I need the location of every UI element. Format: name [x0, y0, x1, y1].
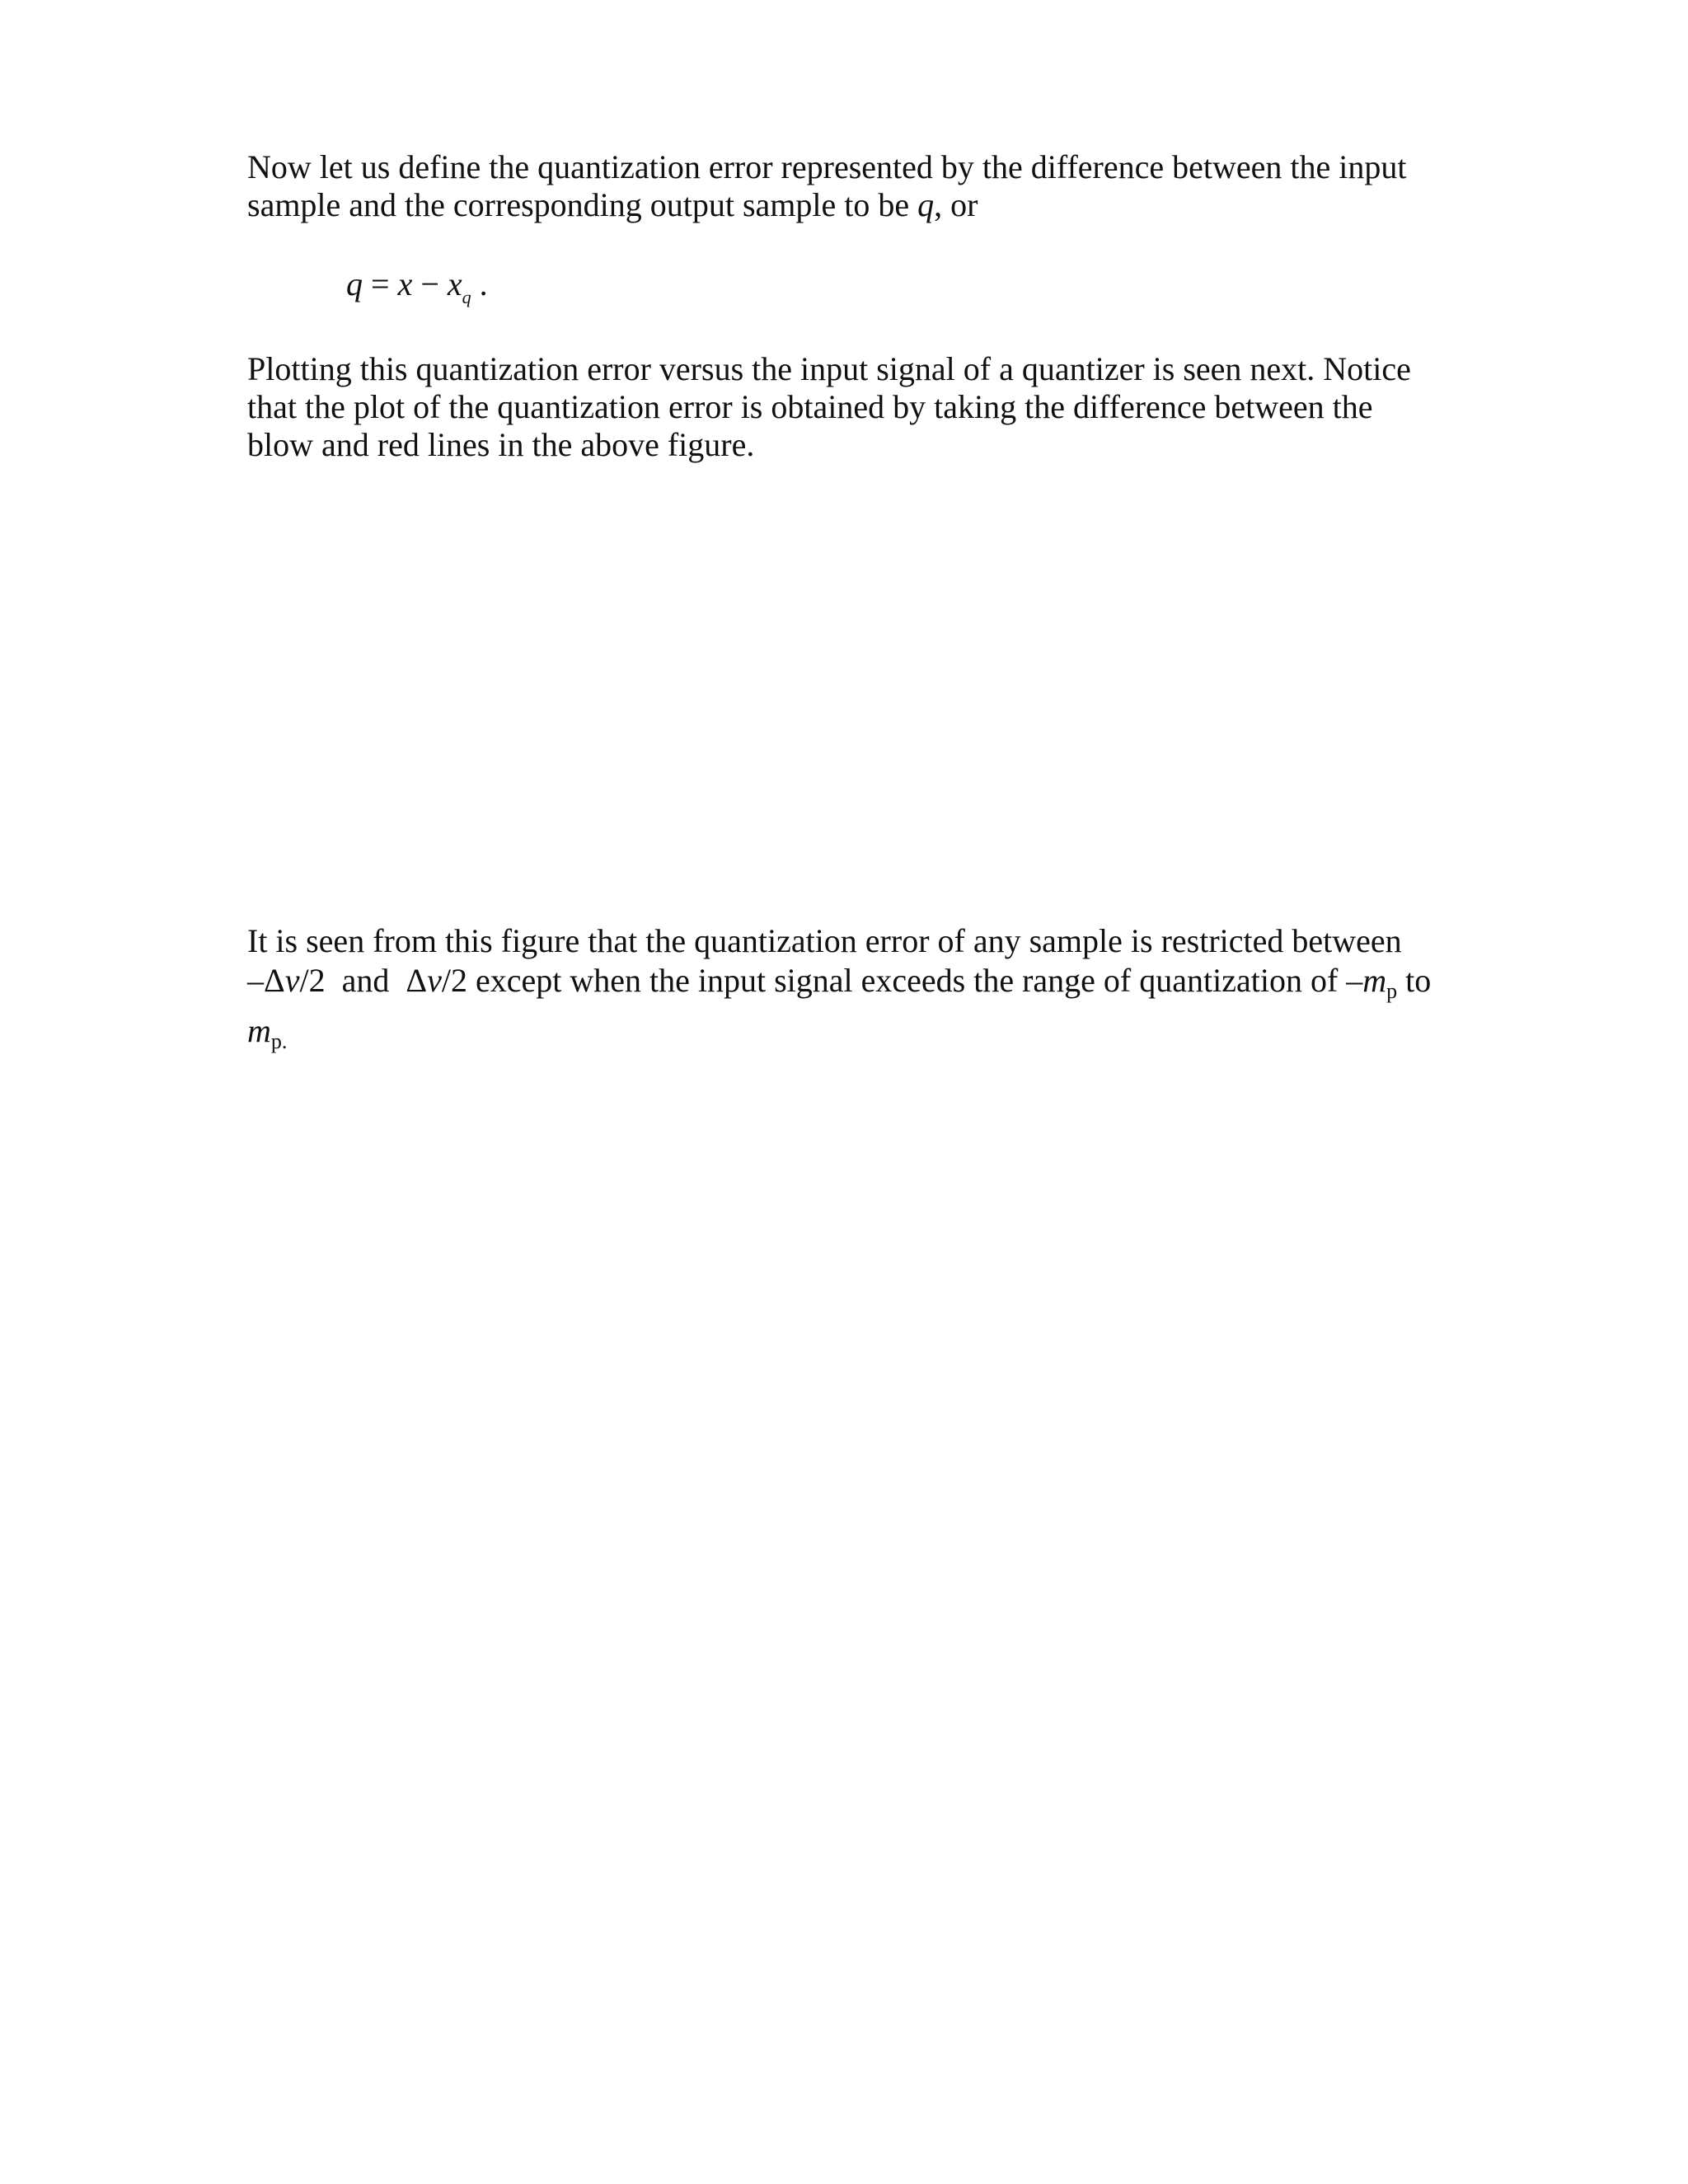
text-fragment: /2 and Δ [299, 962, 428, 999]
equation-minus: − [420, 265, 439, 302]
variable-v: v [427, 962, 442, 999]
variable-q: q [917, 186, 935, 223]
text-line: blow and red lines in the above figure. [247, 426, 755, 463]
paragraph-plotting-error [247, 350, 1451, 464]
text-line [247, 961, 1451, 1011]
text-fragment: to [1397, 962, 1432, 999]
variable-v: v [284, 962, 300, 999]
text-line [247, 186, 1451, 224]
equation-quantization-error [346, 265, 488, 316]
subscript-p: p. [270, 1029, 288, 1053]
subscript-p: p [1386, 979, 1398, 1003]
figure-placeholder-blank [247, 494, 1451, 898]
variable-m: m [1362, 962, 1387, 999]
equation-lhs: q [346, 265, 363, 302]
text-line: Now let us define the quantization error represented by the difference between the input [247, 148, 1407, 185]
equation-subscript-q: q [462, 287, 471, 307]
equation-equals: = [371, 265, 390, 302]
equation-x: x [397, 265, 413, 302]
text-line: that the plot of the quantization error is obtained by taking the difference between the [247, 388, 1373, 425]
text-fragment: , or [934, 186, 978, 223]
text-line: It is seen from this figure that the quantization error of any sample is restricted between [247, 922, 1402, 959]
variable-m: m [247, 1012, 271, 1049]
paragraph-quantization-error-definition [247, 148, 1451, 224]
text-fragment: –Δ [247, 962, 285, 999]
equation-xq: x [447, 265, 462, 302]
text-fragment: /2 except when the input signal exceeds the range of quantization of – [441, 962, 1363, 999]
paragraph-error-range [247, 921, 1451, 1062]
text-line [247, 1011, 1451, 1062]
text-fragment: sample and the corresponding output sample to be [247, 186, 918, 223]
equation-period: . [471, 265, 488, 302]
text-line: Plotting this quantization error versus the input signal of a quantizer is seen next. Notice [247, 350, 1411, 387]
